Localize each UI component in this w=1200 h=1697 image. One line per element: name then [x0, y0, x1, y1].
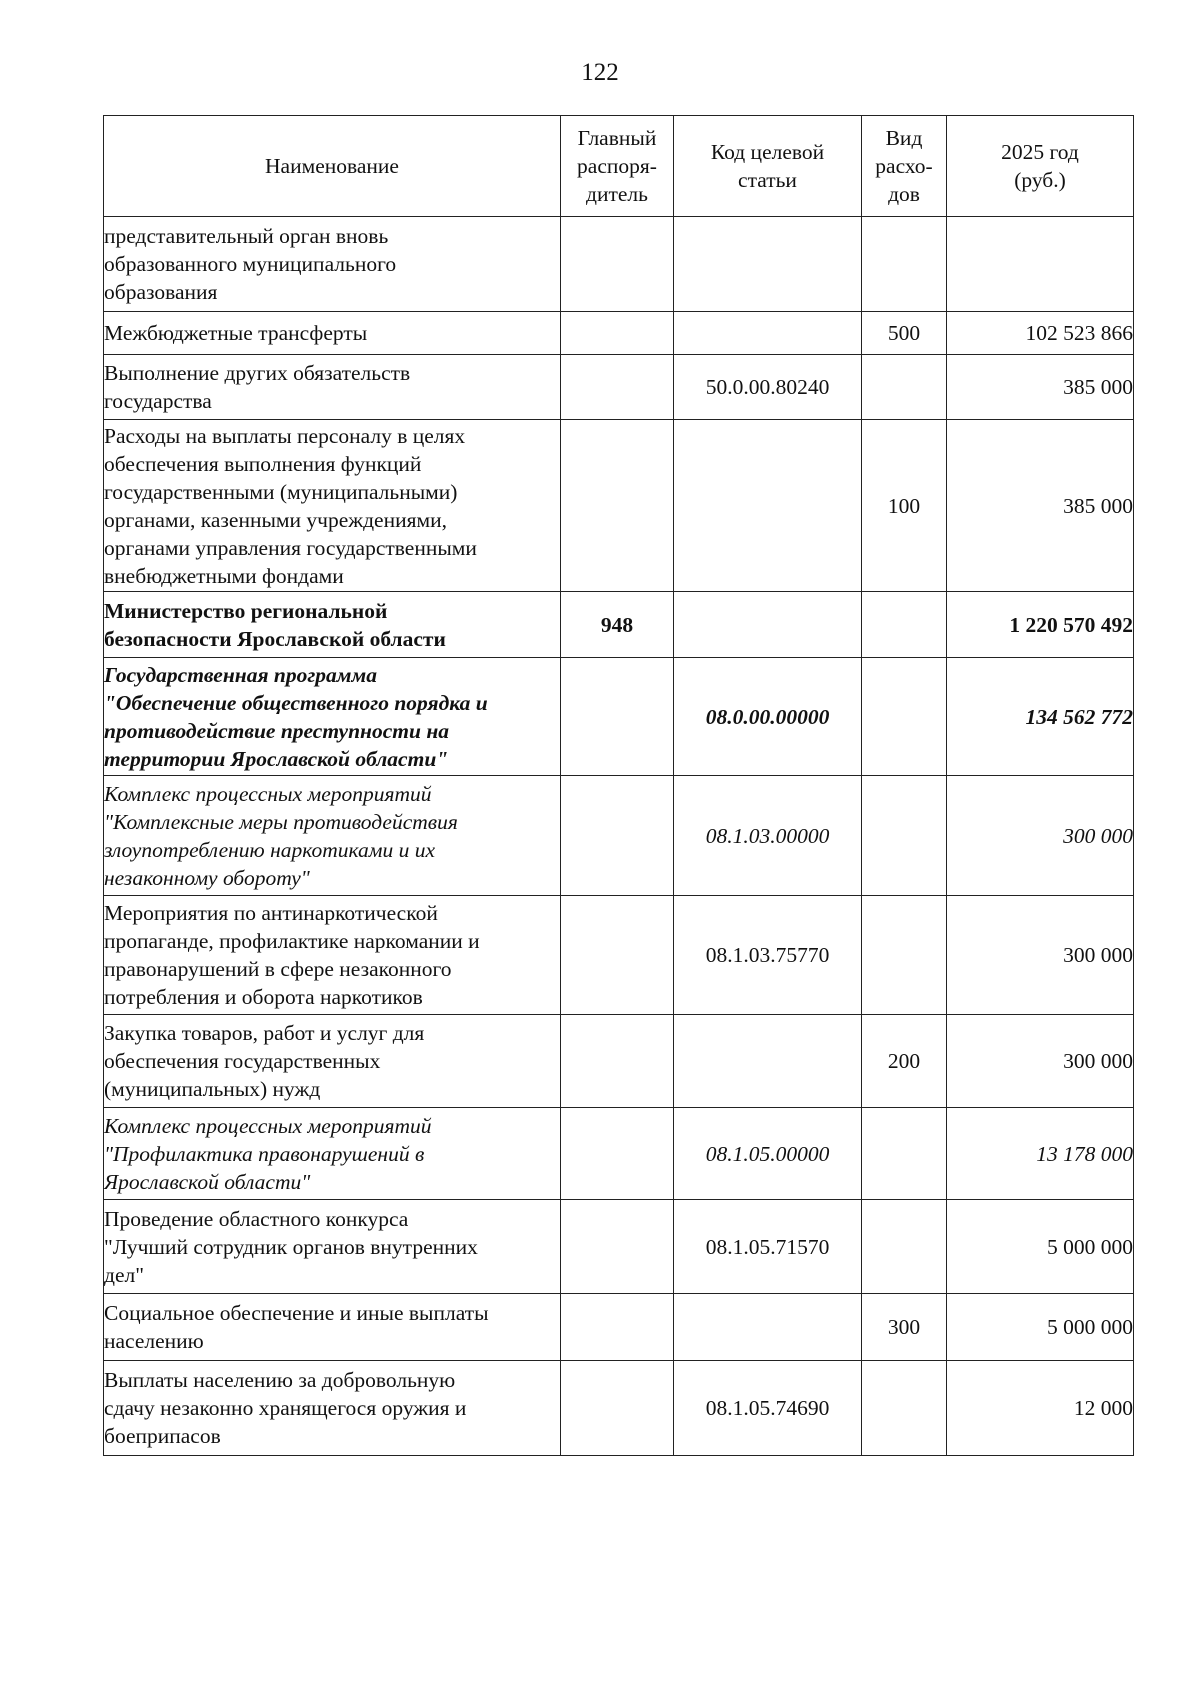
cell-main-manager: [561, 420, 674, 592]
cell-name: [104, 1361, 561, 1456]
table-row: [104, 1108, 1134, 1200]
cell-main-manager: [561, 1294, 674, 1361]
header-line: Вид: [885, 126, 923, 150]
cell-name-line: Государственная программа: [104, 662, 377, 687]
header-line: Код целевой: [710, 140, 825, 164]
budget-table: [103, 115, 1134, 1456]
cell-amount: 300 000: [947, 776, 1134, 896]
cell-expense-type: [862, 592, 947, 658]
cell-target-code: 08.1.05.00000: [674, 1108, 862, 1200]
cell-name: [104, 1015, 561, 1108]
cell-target-code: 08.1.03.00000: [674, 776, 862, 896]
header-line: распоря-: [577, 154, 657, 178]
cell-name-line: боеприпасов: [104, 1424, 221, 1448]
cell-amount: 13 178 000: [947, 1108, 1134, 1200]
table-row: [104, 1015, 1134, 1108]
header-line: 2025 год: [1001, 140, 1079, 164]
cell-amount: 102 523 866: [947, 312, 1134, 355]
header-line: статьи: [738, 168, 797, 192]
cell-name-line: Расходы на выплаты персоналу в целях: [104, 423, 466, 448]
cell-target-code: [674, 592, 862, 658]
cell-name: [104, 355, 561, 420]
cell-name-line: злоупотреблению наркотиками и их: [104, 837, 436, 862]
cell-name-line: незаконному обороту": [104, 865, 310, 890]
cell-name-line: (муниципальных) нужд: [104, 1077, 321, 1101]
header-expense-type: [862, 116, 947, 217]
cell-amount: 134 562 772: [947, 658, 1134, 776]
cell-main-manager: [561, 355, 674, 420]
cell-expense-type: [862, 217, 947, 312]
cell-expense-type: [862, 355, 947, 420]
cell-expense-type: [862, 658, 947, 776]
cell-expense-type: 500: [862, 312, 947, 355]
cell-name-line: "Профилактика правонарушений в: [104, 1141, 425, 1166]
cell-name: [104, 1294, 561, 1361]
cell-target-code: 08.1.03.75770: [674, 896, 862, 1015]
cell-name-line: территории Ярославской области": [104, 746, 449, 771]
cell-expense-type: [862, 896, 947, 1015]
cell-name-line: дел": [104, 1262, 144, 1287]
cell-name: [104, 420, 561, 592]
cell-amount: 300 000: [947, 896, 1134, 1015]
cell-name-line: населению: [104, 1329, 204, 1353]
header-line: расхо-: [875, 154, 933, 178]
cell-name-line: Выплаты населению за добровольную: [104, 1368, 456, 1392]
table-row: [104, 896, 1134, 1015]
table-row: [104, 1200, 1134, 1294]
cell-amount: [947, 217, 1134, 312]
cell-main-manager: [561, 1108, 674, 1200]
cell-expense-type: 300: [862, 1294, 947, 1361]
cell-name-line: безопасности Ярославской области: [104, 626, 446, 651]
header-line: Главный: [577, 126, 657, 150]
header-target-code: [674, 116, 862, 217]
cell-name-line: внебюджетными фондами: [104, 563, 344, 588]
table-row: [104, 592, 1134, 658]
cell-main-manager: [561, 658, 674, 776]
cell-main-manager: 948: [561, 592, 674, 658]
cell-name-line: Межбюджетные трансферты: [104, 321, 368, 345]
cell-main-manager: [561, 217, 674, 312]
table-header-row: [104, 116, 1134, 217]
cell-name-line: государственными (муниципальными): [104, 479, 458, 504]
header-name: Наименование: [104, 116, 561, 217]
cell-target-code: 08.1.05.71570: [674, 1200, 862, 1294]
cell-name-line: обеспечения выполнения функций: [104, 451, 422, 476]
header-main-manager: [561, 116, 674, 217]
cell-expense-type: [862, 1200, 947, 1294]
cell-name: [104, 217, 561, 312]
cell-name-line: "Лучший сотрудник органов внутренних: [104, 1234, 478, 1259]
table-row: [104, 658, 1134, 776]
cell-name-line: Выполнение других обязательств: [104, 361, 411, 385]
cell-expense-type: [862, 1108, 947, 1200]
cell-expense-type: 200: [862, 1015, 947, 1108]
cell-name: [104, 1200, 561, 1294]
table-row: [104, 1294, 1134, 1361]
cell-target-code: 08.1.05.74690: [674, 1361, 862, 1456]
table-row: [104, 420, 1134, 592]
cell-target-code: [674, 420, 862, 592]
header-line: (руб.): [1014, 168, 1066, 192]
table-row: [104, 217, 1134, 312]
cell-amount: 300 000: [947, 1015, 1134, 1108]
cell-name-line: Комплекс процессных мероприятий: [104, 781, 432, 806]
cell-amount: 12 000: [947, 1361, 1134, 1456]
table-row: [104, 355, 1134, 420]
cell-name: [104, 592, 561, 658]
cell-expense-type: [862, 776, 947, 896]
cell-name: [104, 312, 561, 355]
cell-target-code: [674, 1015, 862, 1108]
cell-name-line: представительный орган вновь: [104, 224, 389, 248]
cell-name-line: образованного муниципального: [104, 252, 397, 276]
cell-name-line: "Обеспечение общественного порядка и: [104, 690, 488, 715]
header-line: дитель: [586, 182, 648, 206]
cell-name-line: Министерство региональной: [104, 598, 388, 623]
cell-amount: 5 000 000: [947, 1200, 1134, 1294]
cell-main-manager: [561, 312, 674, 355]
header-amount: [947, 116, 1134, 217]
cell-amount: 385 000: [947, 355, 1134, 420]
cell-name-line: пропаганде, профилактике наркомании и: [104, 929, 480, 953]
cell-name-line: государства: [104, 389, 212, 413]
table-body: [104, 217, 1134, 1456]
cell-name-line: Комплекс процессных мероприятий: [104, 1113, 432, 1138]
cell-name: [104, 776, 561, 896]
cell-target-code: 50.0.00.80240: [674, 355, 862, 420]
cell-target-code: [674, 312, 862, 355]
cell-amount: 385 000: [947, 420, 1134, 592]
cell-target-code: [674, 1294, 862, 1361]
cell-name-line: органами, казенными учреждениями,: [104, 507, 447, 532]
cell-main-manager: [561, 896, 674, 1015]
table-row: [104, 312, 1134, 355]
cell-name-line: обеспечения государственных: [104, 1049, 381, 1073]
cell-main-manager: [561, 1015, 674, 1108]
cell-name-line: Мероприятия по антинаркотической: [104, 901, 438, 925]
cell-name-line: противодействие преступности на: [104, 718, 450, 743]
cell-name-line: Социальное обеспечение и иные выплаты: [104, 1301, 489, 1325]
table-row: [104, 1361, 1134, 1456]
header-line: дов: [888, 182, 920, 206]
cell-expense-type: [862, 1361, 947, 1456]
cell-name-line: правонарушений в сфере незаконного: [104, 957, 452, 981]
cell-name-line: Проведение областного конкурса: [104, 1206, 409, 1231]
cell-name: [104, 658, 561, 776]
cell-main-manager: [561, 1361, 674, 1456]
cell-name-line: органами управления государственными: [104, 535, 477, 560]
cell-name-line: потребления и оборота наркотиков: [104, 985, 423, 1009]
table-row: [104, 776, 1134, 896]
cell-amount: 5 000 000: [947, 1294, 1134, 1361]
cell-name-line: сдачу незаконно хранящегося оружия и: [104, 1396, 467, 1420]
cell-name-line: образования: [104, 280, 218, 304]
cell-target-code: 08.0.00.00000: [674, 658, 862, 776]
cell-name-line: "Комплексные меры противодействия: [104, 809, 458, 834]
cell-name: [104, 896, 561, 1015]
page-number: 122: [581, 59, 619, 86]
cell-main-manager: [561, 1200, 674, 1294]
cell-target-code: [674, 217, 862, 312]
cell-name-line: Закупка товаров, работ и услуг для: [104, 1021, 425, 1045]
cell-expense-type: 100: [862, 420, 947, 592]
cell-amount: 1 220 570 492: [947, 592, 1134, 658]
cell-name: [104, 1108, 561, 1200]
cell-name-line: Ярославской области": [104, 1169, 311, 1194]
cell-main-manager: [561, 776, 674, 896]
